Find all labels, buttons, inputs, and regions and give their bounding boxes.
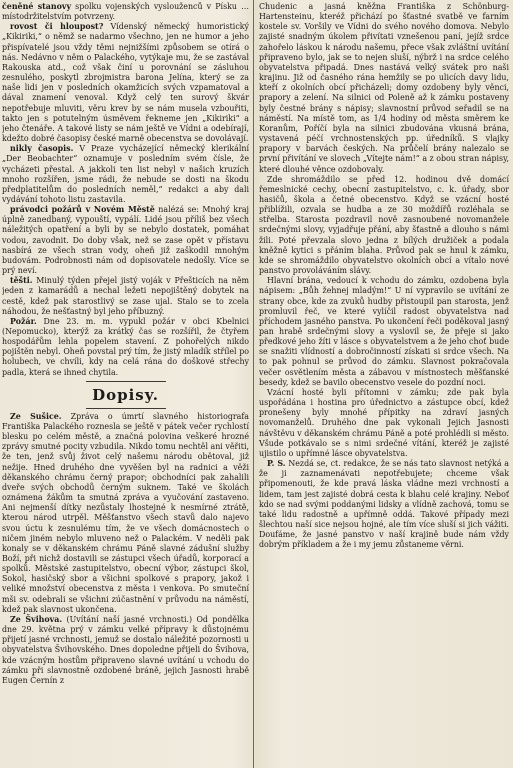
news-text: V Praze vycházející německý klerikální „Der Beobachter“ oznamuje v posledním svém čísle, že vycházeti přestal. A jakkoli ten list nebyl v našich kruzích mnoho rozšířen, jsme rádi, že nebude se dosti na škodu předplatitelům do posledních neměl,“ redakci a aby dali vydávání tohoto listu zastavila. [2, 144, 249, 204]
section-rule [86, 408, 166, 409]
letter-continuation [259, 2, 509, 175]
letter-paragraph [259, 276, 509, 388]
paragraph-text: Vzácní hosté byli přítomni v zámku; zde pak byla uspořádána i hostina pro úřednictvo a zástupce obcí, kdež pronešeny byly mnohé přípitky na zdraví jasných novomanželů. Druhého dne pak vykonali Jejich Jasnosti návštěvu v děkanském chrámu Páně a poté prohlédli si město. Všude potkávalo se s nimi srdečné vítání, kteréž je zajisté ujistilo o upřímné lásce obyvatelstva. [259, 387, 509, 458]
news-item [2, 22, 249, 144]
postscript [259, 459, 509, 550]
news-headline: čeněné stanovy [2, 2, 72, 11]
letter-headline: Ze Švihova. [10, 614, 63, 624]
right-column [259, 2, 509, 766]
news-headline: nikly časopis. [10, 144, 74, 154]
news-text: Dne 23. m. m. vypukl požár v obci Kbelnici (Nepomucko), kterýž za krátký čas se rozšířil, že čtyřem hospodářům lehla popelem stavení. Z pohořelých nikdo pojištěn nebyl. Oheň povstal prý tím, že jistý mladík střílel po holubech, ve chvíli, kdy na celá rána do doškové střechy padla, která se ihned chytila. [2, 316, 249, 377]
news-headline: Požár. [10, 316, 37, 326]
news-item [2, 144, 249, 205]
news-item [2, 2, 249, 22]
paragraph-text: Chudenic a jasná kněžna Františka z Schönburg-Hartensteinu, kteréž přichází po šťastné svatbě ve farním kostele sv. Voršily ve Vídni do svého nového domova. Nebylo zajisté snadným úkolem přivítati vznešenou paní, jejíž srdce zahořelo láskou k národu našemu, přece však zvláštní uvítání připraveno bylo, jak se to nejen sluší, nýbrž i na srdce celého obyvatelstva připadá. Dnes nastává velký svátek pro naši krajinu. Již od časného rána hemžily se po ulicích davy lidu, kteří z okolních obcí přicházeli; domy ozdobeny byly věnci, prapory a zelení. Na silnici od Poleně až k zámku postaveny byly čestné brány s nápisy; slavnostní průvod seřadil se na náměstí. Na místě tom, as 1/4 hodiny od města směrem ke Koranům, Poříčí byla na silnici zbudována vkusná brána, vystavená péčí vrchnostenských pp. úředníků. S vlajky prapory v barvách českých. Na průčelí brány nalezalo se první přivítání ve slovech „Vítejte nám!“ a z obou stran nápisy, které dlouhé věnce ozdobovaly. [259, 2, 509, 174]
column-divider [253, 0, 254, 768]
paragraph-text: Hlavní brána, vedoucí k vchodu do zámku, ozdobena byla nápisem: „Bůh žehnej mladým!“ U ní vypravilo se uvítání ze strany obce, kde za zvuků hudby přistoupil pan starosta, jenž promluvil řeč, ve které vylíčil radost obyvatelstva nad příchodem jasného panstva. Po ukončení řeči poděkoval jasný pan hrabě srdečnými slovy a vyslovil se, že přeje si jako předkové jeho žíti v lásce s obyvatelstvem a že jeho choť bude se snažiti vlídností a dobročinností získati si srdce všech. Na to pak pohnul se průvod do zámku. Slavnost pokračovala večer osvětlením města a zábavou v místnostech měšťanské besedy, kdež se bavilo obecenstvo vesele do pozdní noci. [259, 276, 509, 387]
news-text: Minulý týden přejel jistý voják v Přešticích na něm jeden z kamarádů a nechal ležeti nepojištěný dobytek na cestě, kdež pak starostlivý se zase ujal. Stalo se to zcela náhodou, že nešťastný byl jeho příbuzný. [2, 276, 249, 316]
news-item [2, 276, 249, 317]
news-item [2, 317, 249, 378]
letter-item [2, 615, 249, 686]
section-title: Dopisy. [92, 385, 159, 404]
letter-paragraph [259, 175, 509, 277]
news-text: spolku vojenských vyslouženců v Písku … místodržitelstvím potvrzeny. [2, 2, 249, 22]
section-rule [86, 381, 166, 382]
news-headline: těšti. [10, 276, 33, 286]
news-headline: rovost či hloupost? [10, 22, 104, 32]
paragraph-text: Zde shromáždilo se před 12. hodinou dvě domácí řemeslnické cechy, obecní zastupitelstvo, c. k. úřady, sbor hasičů, škola a četné obecenstvo. Když se vzácní hosté přiblížili, ozvala se hudba a ze 30 moždířů rozléhala se střelba. Starosta pozdravil nově zasnoubené novomanžele srdečnými slovy, vyjadřuje přání, aby šťastně a dlouho s námi žili. Poté převzala slovo jedna z bílých družiček a podala kněžně kytici s přáním blaha. Průvod pak se hnul k zámku, kde se shromáždilo obyvatelstvo okolních obcí a vítalo nové panstvo provoláváním slávy. [259, 174, 509, 276]
postscript-label: P. S. [267, 459, 286, 469]
postscript-text: Nezdá se, ct. redakce, že se nás tato slavnost netýká a že ji zaznamenávati nepotřebujete; chceme však připomenouti, že kde pravá láska vládne mezi vrchností a lidem, tam jest zajisté dobrá cesta k blahu celé krajiny. Neboť kdo se nad svými poddanými lidsky a vlídně zachová, tomu se také lidu radostně a upřímně oddá. Takové případy mezi šlechtou naší sice nejsou hojné, ale tím více sluší si jich vážiti. Doufáme, že jasné panstvo v naší krajině bude nám vždy dobrým příkladem a že i my jemu zůstaneme věrni. [259, 459, 509, 550]
left-column [2, 2, 251, 766]
letter-paragraph [259, 388, 509, 459]
letter-item [2, 412, 249, 615]
news-text: Vídenský německý humoristický „Kikiriki,“ o němž se nadarmo všechno, jen ne humor a jeho přispívatelé jsou vždy těmi nejnižšími způsobem se otírá o nás. Nedávno v něm o Palackého, vytýkaje mu, že se zastával Rakouska atd., což však činí u porovnání se zásluhou zesnulého, poskytl zbrojmistra barona Jelína, který se za naše lidi jen v posledních okamžicích svých vzpamatoval a dával znamení venoval. Když celý ten surový škvár nepotřebuje mluviti, věru krev by se nám musela vzbouřiti, takto jen s potutelným úsměvem řekneme jen „Kikiriki“ a jeho čtenáře. A takové listy se nám ještě ve Vídni a odebírají, kdežto dobré časopisy české marně obecenstva se dovolávají. [2, 22, 249, 144]
letter-headline: Ze Sušice. [10, 411, 62, 421]
letter-text: Zpráva o úmrtí slavného historiografa Františka Palackého roznesla se ještě v pátek večer rychlostí blesku po celém městě, a značná polovina veškeré hrozné zprávy smutné pocity vzbudila. Nikdo tomu nechtěl ani věřiti, že ten, jenž svůj život celý našemu národu obětoval, již nežije. Hned druhého dne vyvěšen byl na radnici a věži děkanského chrámu černý prapor; obchodníci pak zahalili dveře svých obchodů černým suknem. Také ve školách oznámena žákům ta smutná zpráva a vyučování zastaveno. Ani nejmenší dítky nezůstaly lhostejné k nesmírné ztrátě, kterou národ utrpěl. Měšťanstvo všech stavů dalo najevo svou úctu k zesnulému tím, že ve všech domácnostech o ničem jiném nebylo mluveno než o Palackém. V neděli pak konaly se v děkanském chrámu Páně slavné zádušní služby Boží, při nichž dostavili se zástupci všech úřadů, korporací a spolků. Městské zastupitelstvo, obecní výbor, zástupci škol, Sokol, hasičský sbor a všichni spolkové s prapory, jakož i veliké množství obecenstva z města i venkova. Po smuteční mši sv. odebrali se všichni zúčastnění v průvodu na náměstí, kdež pak slavnost ukončena. [2, 411, 249, 614]
letter-text: (Uvítání naší jasné vrchnosti.) Od pondělka dne 29. května prý v zámku velké přípravy k důstojnému přijetí jasné vrchnosti, jemuž se dostalo náležité pozornosti u obyvatelstva Švihovského. Dnes dopoledne přijeli do Švihova, kde vzácným hostům připraveno slavné uvítání u vchodu do zámku při slavnostně ozdobené bráně, jejich Jasnosti hrabě Eugen Černín z [2, 614, 249, 685]
news-headline: právodci požárů v Novém Městě [10, 205, 155, 215]
news-text: nalézá se: Mnohý kraj úplně zanedbaný, vypouští, vypálí. Lidé jsou příliš bez všech náležitých opatření a byli by se nebylo dostatek, pomáhat vodou, zavodnit. Do doby však, než se zase opět v přístavu nasbírá ze všech stran vody, oheň již zaškodil mnohým budovám. Podrobnosti nám od dopisovatele nedošly. Více se prý neví. [2, 205, 249, 276]
news-item [2, 205, 249, 276]
